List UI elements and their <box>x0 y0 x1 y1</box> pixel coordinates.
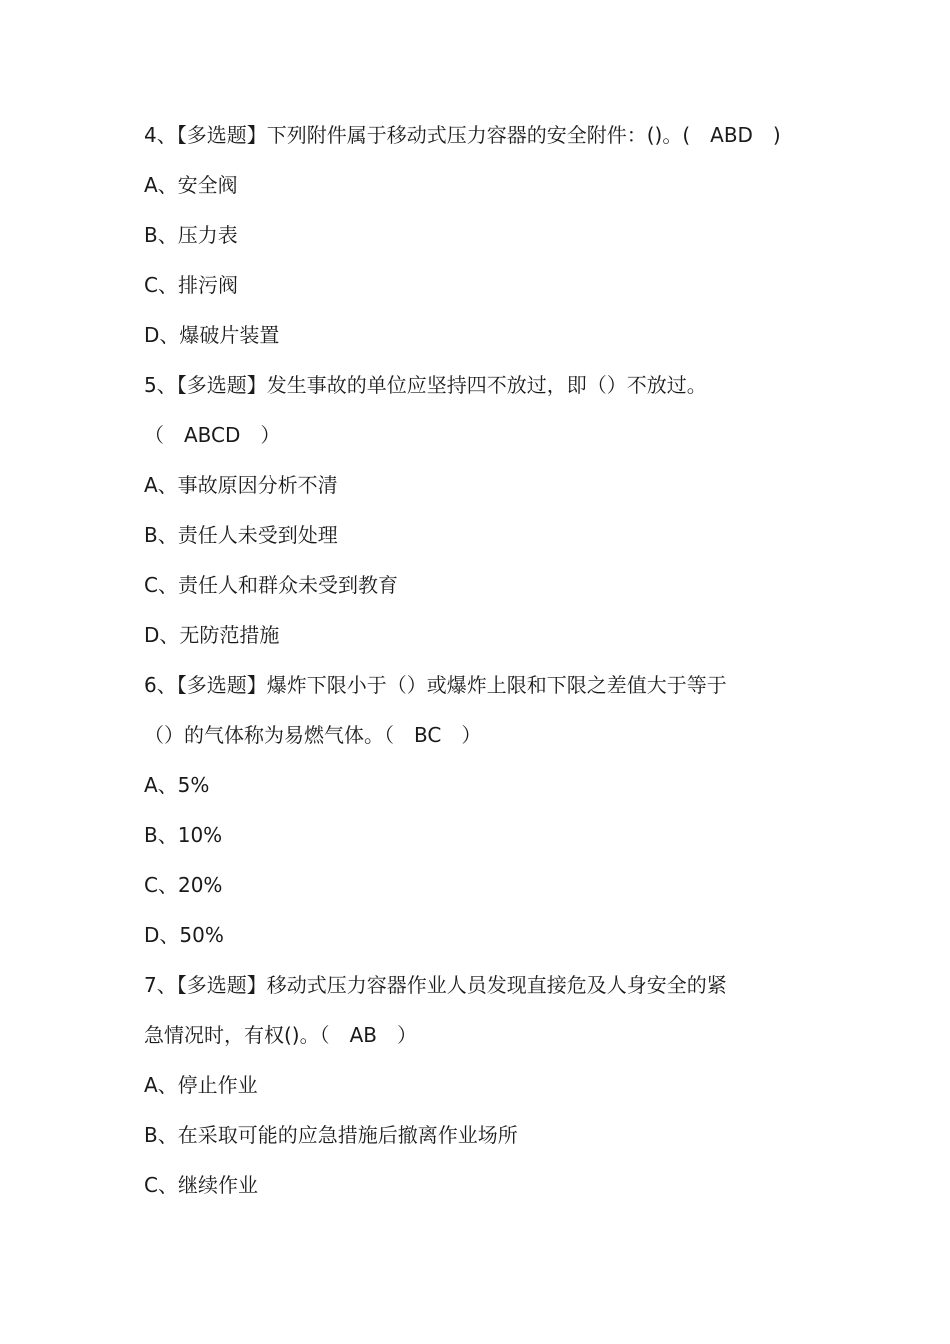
question-7-option-a: A、停止作业 <box>144 1073 258 1097</box>
question-6-stem-continued: （）的气体称为易燃气体。（ BC ） <box>144 723 482 747</box>
question-6-option-c: C、20% <box>144 873 223 897</box>
question-4 <box>144 110 824 360</box>
document-page <box>144 110 824 1210</box>
question-5-stem: 5、【多选题】发生事故的单位应坚持四不放过，即（）不放过。 <box>144 373 707 397</box>
question-4-option-b: B、压力表 <box>144 223 238 247</box>
question-4-option-a: A、安全阀 <box>144 173 238 197</box>
question-7-stem: 7、【多选题】移动式压力容器作业人员发现直接危及人身安全的紧 <box>144 973 727 997</box>
question-7-option-c: C、继续作业 <box>144 1173 258 1197</box>
question-5-option-a: A、事故原因分析不清 <box>144 473 338 497</box>
question-5-option-c: C、责任人和群众未受到教育 <box>144 573 398 597</box>
question-4-option-d: D、爆破片装置 <box>144 323 280 347</box>
question-6-option-d: D、50% <box>144 923 224 947</box>
question-6-option-b: B、10% <box>144 823 223 847</box>
question-7-option-b: B、在采取可能的应急措施后撤离作业场所 <box>144 1123 518 1147</box>
question-5-option-b: B、责任人未受到处理 <box>144 523 338 547</box>
question-5-answer: （ ABCD ） <box>144 423 281 447</box>
question-6 <box>144 660 824 960</box>
question-4-option-c: C、排污阀 <box>144 273 238 297</box>
question-5 <box>144 360 824 660</box>
question-5-option-d: D、无防范措施 <box>144 623 280 647</box>
question-7 <box>144 960 824 1210</box>
question-6-stem: 6、【多选题】爆炸下限小于（）或爆炸上限和下限之差值大于等于 <box>144 673 727 697</box>
question-6-option-a: A、5% <box>144 773 210 797</box>
question-4-stem: 4、【多选题】下列附件属于移动式压力容器的安全附件：()。( ABD ) <box>144 123 781 147</box>
question-7-stem-continued: 急情况时，有权()。（ AB ） <box>144 1023 418 1047</box>
